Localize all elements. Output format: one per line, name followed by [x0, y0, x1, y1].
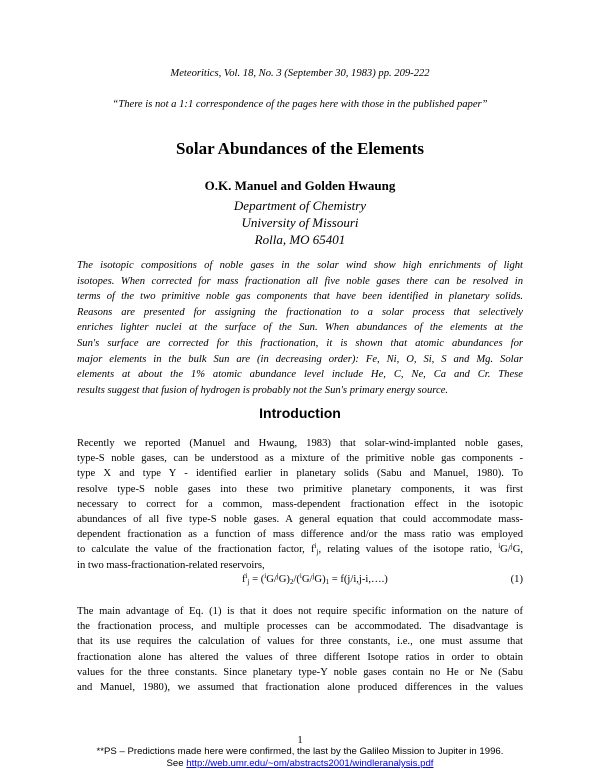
superscript: i: [245, 572, 248, 580]
affiliation-department: Department of Chemistry: [233, 198, 367, 213]
eq-symbol: G/: [266, 574, 277, 585]
body-line: in two mass-fractionation-related reservoirs,: [77, 559, 265, 571]
body-text: , relating values of the isotope ratio,: [318, 544, 499, 556]
body-line: abundances of all five type-S noble gases. A general equation that could accommodate mass-: [77, 514, 523, 526]
eq-symbol: G/: [301, 574, 313, 585]
body-line: the fractionation process, and multiple processes can be accommodated. The disadvantage is: [77, 621, 523, 633]
eq-symbol: f: [242, 574, 246, 585]
footnote-text: **PS – Predictions made here were confirmed, the last by the Galileo Mission to Jupiter in 1996.: [96, 746, 504, 757]
eq-symbol: = f(j/i,j-i,….): [329, 574, 388, 585]
pagination-note: “There is not a 1:1 correspondence of the pages here with those in the published paper”: [112, 99, 488, 110]
superscript: j: [510, 542, 513, 551]
superscript: i: [314, 542, 317, 551]
equation-expression: [242, 574, 388, 585]
subscript: 2: [289, 578, 294, 586]
abstract-line: results suggest that fusion of hydrogen is probably not the Sun's primary energy source.: [77, 384, 449, 396]
body-line: Recently we reported (Manuel and Hwaung, 1983) that solar-wind-implanted noble gases,: [77, 438, 523, 449]
superscript: i: [264, 572, 267, 580]
body-line: The main advantage of Eq. (1) is that it does not require specific information on the nature of: [77, 606, 523, 617]
body-line: necessary to correct for a common, mass-dependent fractionation effect in the isotopic: [77, 498, 523, 510]
body-line: and Manuel, 1980), we assumed that fractionation alone produced differences in the values: [77, 682, 523, 694]
superscript: j: [276, 572, 279, 580]
abstract-line: Reasons are presented for assigning the fractionation to a solar process that selectively: [77, 306, 523, 318]
subscript: j: [316, 548, 319, 557]
eq-symbol: G): [314, 574, 326, 585]
abstract-line: Sun's surface are corrected for this fractionation, it is shown that atomic abundances for: [77, 337, 523, 349]
intro-paragraph-2: [77, 604, 523, 695]
see-label: See: [166, 758, 187, 769]
equation-number: (1): [510, 574, 523, 585]
footnote-see: [0, 758, 600, 770]
body-line: dependent fractionation as a function of mass difference and/or the mass ratio was employed: [77, 529, 523, 541]
body-line: type X and type Y - identified earlier in planetary solids (Sabu and Manuel, 1980). To: [77, 468, 523, 480]
body-text: G,: [512, 544, 523, 556]
abstract-line: isotopes. When corrected for mass fractionation all five noble gases there can be resolved in: [77, 275, 523, 287]
body-line: type-S noble gases, can be understood as a mixture of the primitive noble gas components -: [77, 453, 523, 465]
superscript: i: [498, 542, 501, 551]
eq-symbol: G): [278, 574, 290, 585]
abstract: [77, 258, 523, 398]
paper-title: Solar Abundances of the Elements: [175, 139, 425, 158]
body-line: fractionation alone has altered the values of three different Isotope ratios in order to obtain: [77, 651, 523, 663]
body-text: G/: [500, 544, 511, 556]
superscript: i: [299, 572, 302, 580]
eq-symbol: /(: [293, 574, 300, 585]
abstract-line: elements at about the 1% atomic abundance level include He, C, Ne, Ca and Cr. These: [77, 369, 523, 381]
superscript: j: [312, 572, 315, 580]
abstract-line: enriches lighter nuclei at the surface of the Sun. When abundances of the elements at the: [77, 322, 523, 334]
body-line: resolve type-S noble gases into these two primitive planetary components, it was first: [77, 483, 523, 495]
intro-paragraph-1: [77, 436, 523, 573]
affiliation-university: University of Missouri: [241, 215, 359, 230]
page-number: 1: [297, 735, 303, 746]
body-line: values for the three constants. Since planetary type-Y noble gases contain no He or Ne (Sabu: [77, 666, 523, 678]
body-text: to calculate the value of the fractionation factor, f: [77, 544, 315, 556]
eq-symbol: = (: [249, 574, 265, 585]
subscript: j: [247, 578, 250, 586]
body-line: [77, 542, 523, 557]
footnote: [0, 746, 600, 770]
body-line: that its use requires the calculation of values for three constants, i.e., one must assume that: [77, 636, 523, 648]
abstract-line: terms of the two primitive noble gas components that have been identified in planetary solids.: [77, 291, 523, 303]
paper-authors: O.K. Manuel and Golden Hwaung: [204, 178, 396, 193]
affiliation-address: Rolla, MO 65401: [254, 232, 346, 247]
subscript: 1: [325, 578, 330, 586]
pdf-link[interactable]: http://web.umr.edu/~om/abstracts2001/windleranalysis.pdf: [186, 758, 434, 769]
abstract-line: The isotopic compositions of noble gases in the solar wind show high enrichments of light: [77, 260, 523, 271]
journal-citation: Meteoritics, Vol. 18, No. 3 (September 30, 1983) pp. 209-222: [170, 68, 430, 79]
section-heading: Introduction: [259, 405, 341, 421]
abstract-line: major elements in the bulk Sun are (in decreasing order): Fe, Ni, O, Si, S and Mg. Solar: [77, 353, 523, 365]
